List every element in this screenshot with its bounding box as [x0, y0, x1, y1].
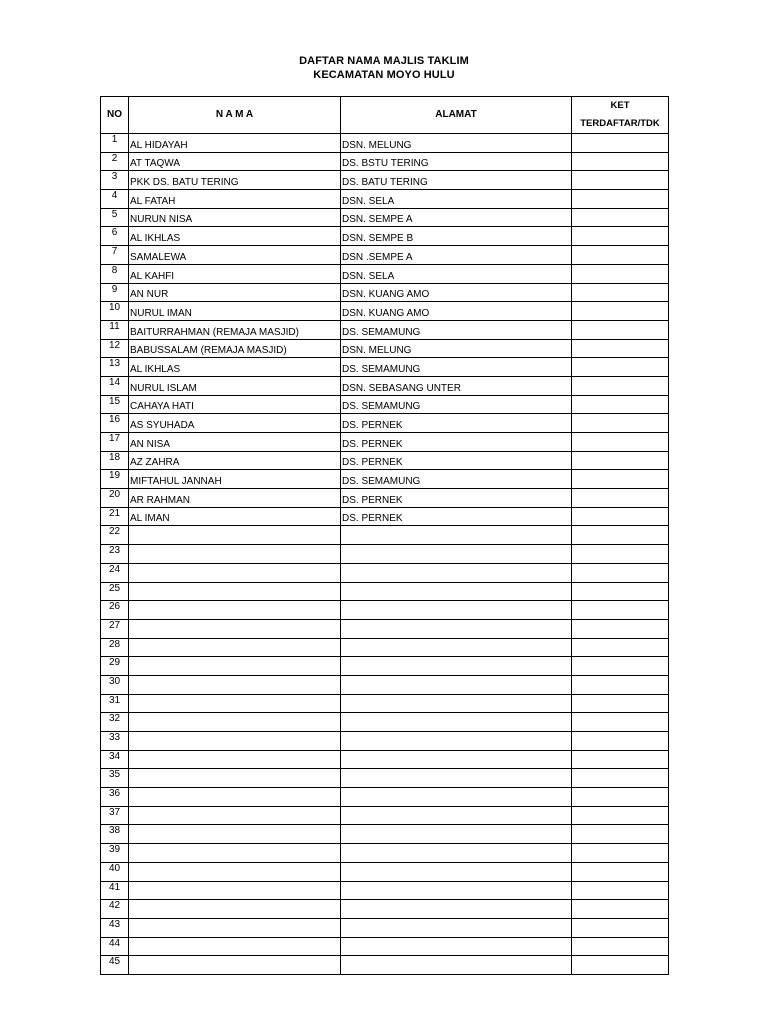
- table-row: [101, 900, 669, 919]
- row-number-cell: 19: [101, 470, 129, 489]
- table-row: [101, 956, 669, 975]
- row-nama-cell: [129, 713, 341, 732]
- row-nama-cell: NURUN NISA: [129, 208, 341, 227]
- row-ket-cell: [572, 246, 669, 265]
- row-alamat-cell: [341, 694, 572, 713]
- row-ket-cell: [572, 769, 669, 788]
- table-body: [101, 134, 669, 975]
- row-alamat-cell: [341, 675, 572, 694]
- row-ket-cell: [572, 844, 669, 863]
- row-nama-cell: [129, 806, 341, 825]
- row-number-cell: 16: [101, 414, 129, 433]
- row-nama-cell: [129, 619, 341, 638]
- row-nama-cell: AN NISA: [129, 433, 341, 452]
- row-number-cell: 27: [101, 619, 129, 638]
- row-nama-cell: NURUL ISLAM: [129, 376, 341, 395]
- row-number-cell: 35: [101, 769, 129, 788]
- row-number-cell: 10: [101, 302, 129, 321]
- row-number-cell: 42: [101, 900, 129, 919]
- table-row: [101, 601, 669, 620]
- row-alamat-cell: DS. PERNEK: [341, 489, 572, 508]
- table-row: [101, 134, 669, 153]
- table-row: [101, 918, 669, 937]
- row-number-cell: 26: [101, 601, 129, 620]
- table-row: [101, 675, 669, 694]
- row-alamat-cell: DSN. SEMPE B: [341, 227, 572, 246]
- table-row: [101, 152, 669, 171]
- row-number-cell: 38: [101, 825, 129, 844]
- row-ket-cell: [572, 171, 669, 190]
- row-number-cell: 25: [101, 582, 129, 601]
- table-row: [101, 881, 669, 900]
- row-nama-cell: [129, 526, 341, 545]
- row-number-cell: 45: [101, 956, 129, 975]
- row-nama-cell: AL HIDAYAH: [129, 134, 341, 153]
- row-ket-cell: [572, 862, 669, 881]
- row-alamat-cell: DSN. SELA: [341, 264, 572, 283]
- row-nama-cell: AL FATAH: [129, 190, 341, 209]
- row-nama-cell: [129, 900, 341, 919]
- row-nama-cell: [129, 545, 341, 564]
- row-number-cell: 24: [101, 563, 129, 582]
- table-row: [101, 208, 669, 227]
- table-row: [101, 190, 669, 209]
- table-row: [101, 358, 669, 377]
- row-ket-cell: [572, 227, 669, 246]
- row-number-cell: 13: [101, 358, 129, 377]
- row-number-cell: 5: [101, 208, 129, 227]
- table-row: [101, 862, 669, 881]
- row-ket-cell: [572, 601, 669, 620]
- row-nama-cell: CAHAYA HATI: [129, 395, 341, 414]
- header-alamat: ALAMAT: [341, 97, 572, 134]
- header-ket: [572, 97, 669, 134]
- table-row: [101, 937, 669, 956]
- row-number-cell: 14: [101, 376, 129, 395]
- row-alamat-cell: [341, 862, 572, 881]
- table-row: [101, 619, 669, 638]
- row-ket-cell: [572, 619, 669, 638]
- table-row: [101, 713, 669, 732]
- table-row: [101, 227, 669, 246]
- row-ket-cell: [572, 358, 669, 377]
- row-ket-cell: [572, 134, 669, 153]
- row-alamat-cell: DSN. MELUNG: [341, 339, 572, 358]
- row-number-cell: 28: [101, 638, 129, 657]
- row-number-cell: 9: [101, 283, 129, 302]
- row-nama-cell: AS SYUHADA: [129, 414, 341, 433]
- row-alamat-cell: DSN. SEMPE A: [341, 208, 572, 227]
- row-ket-cell: [572, 694, 669, 713]
- row-number-cell: 8: [101, 264, 129, 283]
- header-ket-line1: KET: [610, 100, 630, 111]
- row-alamat-cell: DS. PERNEK: [341, 414, 572, 433]
- row-ket-cell: [572, 788, 669, 807]
- table-row: [101, 788, 669, 807]
- row-alamat-cell: [341, 937, 572, 956]
- row-number-cell: 1: [101, 134, 129, 153]
- table-row: [101, 694, 669, 713]
- row-number-cell: 33: [101, 732, 129, 751]
- table-row: [101, 414, 669, 433]
- row-nama-cell: MIFTAHUL JANNAH: [129, 470, 341, 489]
- table-row: [101, 246, 669, 265]
- row-ket-cell: [572, 825, 669, 844]
- table-row: [101, 806, 669, 825]
- header-no: NO: [101, 97, 129, 134]
- row-alamat-cell: DSN. KUANG AMO: [341, 302, 572, 321]
- table-row: [101, 638, 669, 657]
- row-nama-cell: [129, 563, 341, 582]
- row-nama-cell: NURUL IMAN: [129, 302, 341, 321]
- row-ket-cell: [572, 732, 669, 751]
- row-alamat-cell: [341, 601, 572, 620]
- row-alamat-cell: [341, 900, 572, 919]
- row-nama-cell: AZ ZAHRA: [129, 451, 341, 470]
- document-subtitle: KECAMATAN MOYO HULU: [313, 69, 455, 81]
- row-number-cell: 11: [101, 320, 129, 339]
- row-alamat-cell: [341, 732, 572, 751]
- row-alamat-cell: [341, 806, 572, 825]
- table-row: [101, 264, 669, 283]
- row-ket-cell: [572, 414, 669, 433]
- row-ket-cell: [572, 507, 669, 526]
- row-alamat-cell: [341, 657, 572, 676]
- row-ket-cell: [572, 750, 669, 769]
- row-alamat-cell: [341, 619, 572, 638]
- row-alamat-cell: DS. PERNEK: [341, 451, 572, 470]
- row-nama-cell: PKK DS. BATU TERING: [129, 171, 341, 190]
- header-ket-line2: TERDAFTAR/TDK: [580, 118, 660, 129]
- row-alamat-cell: [341, 918, 572, 937]
- row-number-cell: 23: [101, 545, 129, 564]
- row-ket-cell: [572, 152, 669, 171]
- row-nama-cell: AL KAHFI: [129, 264, 341, 283]
- row-number-cell: 29: [101, 657, 129, 676]
- row-ket-cell: [572, 900, 669, 919]
- row-nama-cell: AR RAHMAN: [129, 489, 341, 508]
- row-alamat-cell: DS. PERNEK: [341, 433, 572, 452]
- row-nama-cell: BABUSSALAM (REMAJA MASJID): [129, 339, 341, 358]
- table-row: [101, 376, 669, 395]
- table-row: [101, 302, 669, 321]
- table-row: [101, 433, 669, 452]
- table-row: [101, 563, 669, 582]
- row-alamat-cell: [341, 881, 572, 900]
- row-ket-cell: [572, 395, 669, 414]
- row-nama-cell: [129, 675, 341, 694]
- row-number-cell: 3: [101, 171, 129, 190]
- row-number-cell: 4: [101, 190, 129, 209]
- row-ket-cell: [572, 806, 669, 825]
- row-nama-cell: [129, 582, 341, 601]
- row-number-cell: 6: [101, 227, 129, 246]
- row-number-cell: 36: [101, 788, 129, 807]
- row-ket-cell: [572, 339, 669, 358]
- row-number-cell: 41: [101, 881, 129, 900]
- row-number-cell: 15: [101, 395, 129, 414]
- row-ket-cell: [572, 937, 669, 956]
- table-row: [101, 657, 669, 676]
- row-alamat-cell: [341, 526, 572, 545]
- row-nama-cell: [129, 862, 341, 881]
- row-nama-cell: [129, 918, 341, 937]
- header-nama: N A M A: [129, 97, 341, 134]
- row-nama-cell: [129, 657, 341, 676]
- row-ket-cell: [572, 283, 669, 302]
- row-nama-cell: [129, 937, 341, 956]
- row-alamat-cell: DS. BATU TERING: [341, 171, 572, 190]
- table-row: [101, 526, 669, 545]
- row-number-cell: 20: [101, 489, 129, 508]
- row-number-cell: 43: [101, 918, 129, 937]
- row-ket-cell: [572, 638, 669, 657]
- table-row: [101, 545, 669, 564]
- row-number-cell: 22: [101, 526, 129, 545]
- row-ket-cell: [572, 918, 669, 937]
- table-row: [101, 171, 669, 190]
- row-nama-cell: AT TAQWA: [129, 152, 341, 171]
- table-row: [101, 769, 669, 788]
- row-nama-cell: [129, 956, 341, 975]
- table-row: [101, 825, 669, 844]
- table-row: [101, 451, 669, 470]
- row-alamat-cell: DS. SEMAMUNG: [341, 358, 572, 377]
- row-nama-cell: AN NUR: [129, 283, 341, 302]
- row-number-cell: 21: [101, 507, 129, 526]
- row-ket-cell: [572, 489, 669, 508]
- row-alamat-cell: DSN. KUANG AMO: [341, 283, 572, 302]
- table-row: [101, 750, 669, 769]
- row-nama-cell: AL IKHLAS: [129, 358, 341, 377]
- row-nama-cell: [129, 844, 341, 863]
- row-alamat-cell: [341, 545, 572, 564]
- row-nama-cell: SAMALEWA: [129, 246, 341, 265]
- row-number-cell: 7: [101, 246, 129, 265]
- row-number-cell: 44: [101, 937, 129, 956]
- row-ket-cell: [572, 713, 669, 732]
- row-alamat-cell: DS. SEMAMUNG: [341, 470, 572, 489]
- row-alamat-cell: DS. SEMAMUNG: [341, 395, 572, 414]
- row-ket-cell: [572, 956, 669, 975]
- row-number-cell: 30: [101, 675, 129, 694]
- row-number-cell: 34: [101, 750, 129, 769]
- row-nama-cell: AL IKHLAS: [129, 227, 341, 246]
- row-alamat-cell: DS. BSTU TERING: [341, 152, 572, 171]
- table-row: [101, 582, 669, 601]
- table-row: [101, 844, 669, 863]
- row-number-cell: 39: [101, 844, 129, 863]
- row-alamat-cell: [341, 788, 572, 807]
- row-number-cell: 12: [101, 339, 129, 358]
- row-nama-cell: BAITURRAHMAN (REMAJA MASJID): [129, 320, 341, 339]
- row-number-cell: 31: [101, 694, 129, 713]
- row-ket-cell: [572, 264, 669, 283]
- table-header-row: [101, 97, 669, 134]
- row-ket-cell: [572, 470, 669, 489]
- row-number-cell: 18: [101, 451, 129, 470]
- row-nama-cell: [129, 825, 341, 844]
- table-row: [101, 507, 669, 526]
- table-row: [101, 283, 669, 302]
- row-alamat-cell: DS. SEMAMUNG: [341, 320, 572, 339]
- row-alamat-cell: [341, 956, 572, 975]
- row-nama-cell: [129, 769, 341, 788]
- row-alamat-cell: DSN. SELA: [341, 190, 572, 209]
- row-ket-cell: [572, 582, 669, 601]
- table-row: [101, 339, 669, 358]
- table-row: [101, 320, 669, 339]
- row-number-cell: 37: [101, 806, 129, 825]
- row-alamat-cell: [341, 638, 572, 657]
- row-ket-cell: [572, 526, 669, 545]
- row-ket-cell: [572, 881, 669, 900]
- row-alamat-cell: [341, 563, 572, 582]
- row-alamat-cell: DSN. MELUNG: [341, 134, 572, 153]
- row-nama-cell: [129, 788, 341, 807]
- document-title: DAFTAR NAMA MAJLIS TAKLIM: [299, 55, 469, 67]
- row-number-cell: 17: [101, 433, 129, 452]
- row-alamat-cell: [341, 844, 572, 863]
- row-number-cell: 2: [101, 152, 129, 171]
- row-ket-cell: [572, 563, 669, 582]
- row-alamat-cell: [341, 750, 572, 769]
- row-ket-cell: [572, 433, 669, 452]
- row-nama-cell: [129, 732, 341, 751]
- table-row: [101, 489, 669, 508]
- row-ket-cell: [572, 190, 669, 209]
- row-ket-cell: [572, 675, 669, 694]
- row-alamat-cell: DSN .SEMPE A: [341, 246, 572, 265]
- row-number-cell: 32: [101, 713, 129, 732]
- row-nama-cell: [129, 694, 341, 713]
- row-alamat-cell: [341, 825, 572, 844]
- row-ket-cell: [572, 208, 669, 227]
- row-alamat-cell: [341, 713, 572, 732]
- row-nama-cell: [129, 638, 341, 657]
- row-ket-cell: [572, 320, 669, 339]
- row-alamat-cell: [341, 582, 572, 601]
- table-row: [101, 732, 669, 751]
- row-ket-cell: [572, 545, 669, 564]
- row-nama-cell: [129, 601, 341, 620]
- table-row: [101, 470, 669, 489]
- table-row: [101, 395, 669, 414]
- row-alamat-cell: DSN. SEBASANG UNTER: [341, 376, 572, 395]
- row-ket-cell: [572, 376, 669, 395]
- row-nama-cell: [129, 750, 341, 769]
- row-alamat-cell: [341, 769, 572, 788]
- row-alamat-cell: DS. PERNEK: [341, 507, 572, 526]
- row-number-cell: 40: [101, 862, 129, 881]
- row-ket-cell: [572, 302, 669, 321]
- row-nama-cell: AL IMAN: [129, 507, 341, 526]
- row-nama-cell: [129, 881, 341, 900]
- row-ket-cell: [572, 451, 669, 470]
- row-ket-cell: [572, 657, 669, 676]
- majlis-taklim-table: [100, 96, 669, 975]
